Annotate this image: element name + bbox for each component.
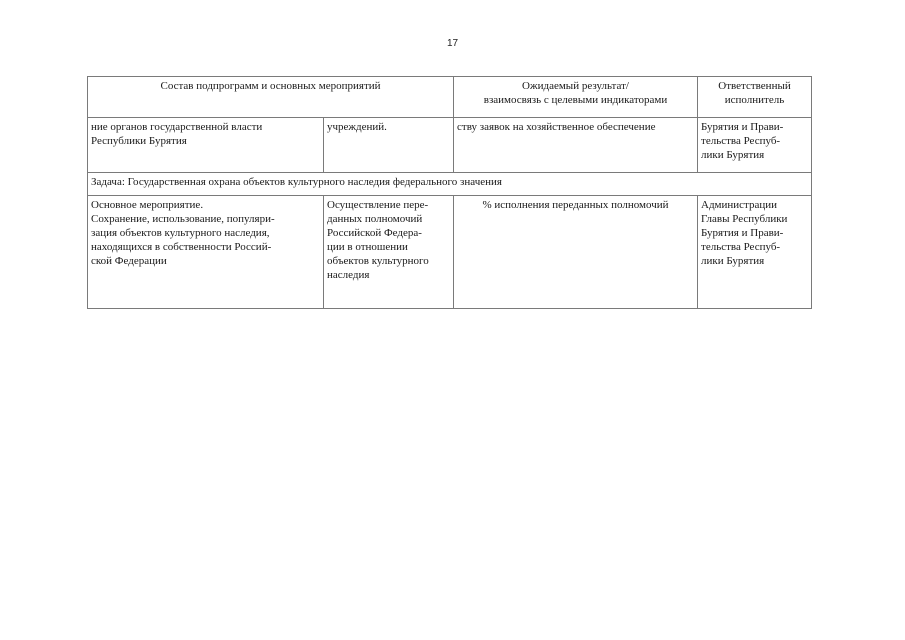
cell-text-line: Главы Республики	[701, 213, 788, 225]
cell-text-line: Осуществление пере-	[327, 199, 429, 211]
table-row-main-activity	[88, 196, 812, 309]
header-expected-result-line1: Ожидаемый результат/	[522, 80, 629, 92]
cell-text-line: зация объектов культурного наследия,	[91, 227, 270, 239]
cell-task	[88, 173, 812, 196]
cell-text-line: Бурятия и Прави-	[701, 227, 784, 239]
cell-text-line: ции в отношении	[327, 241, 408, 253]
cell-main-result	[454, 196, 698, 309]
program-table	[87, 76, 812, 309]
cell-continuation-responsible	[698, 118, 812, 173]
cell-text-line: объектов культурного	[327, 255, 429, 267]
cell-text-line: Основное мероприятие.	[91, 199, 204, 211]
cell-main-measure	[324, 196, 454, 309]
header-responsible	[698, 77, 812, 118]
header-responsible-line2: исполнитель	[724, 94, 785, 106]
header-composition	[88, 77, 454, 118]
cell-text-line: Сохранение, использование, популяри-	[91, 213, 275, 225]
cell-main-composition	[88, 196, 324, 309]
header-responsible-line1: Ответственный	[718, 80, 791, 92]
cell-text-line: ние органов государственной власти	[91, 121, 263, 133]
cell-text-line: тельства Респуб-	[701, 241, 781, 253]
page-number: 17	[446, 38, 459, 49]
cell-text-line: находящихся в собственности Россий-	[91, 241, 272, 253]
header-expected-result-line2: взаимосвязь с целевыми индикаторами	[483, 94, 668, 106]
cell-text: ству заявок на хозяйственное обеспечение	[457, 121, 656, 133]
header-expected-result	[454, 77, 698, 118]
header-composition-text: Состав подпрограмм и основных мероприятий	[160, 80, 381, 92]
cell-text: учреждений.	[327, 121, 387, 133]
cell-continuation-composition	[88, 118, 324, 173]
table-header-row	[88, 77, 812, 118]
cell-text-line: Администрации	[701, 199, 778, 211]
cell-main-responsible	[698, 196, 812, 309]
cell-text-line: лики Бурятия	[701, 149, 765, 161]
cell-text-line: данных полномочий	[327, 213, 423, 225]
task-text: Задача: Государственная охрана объектов культурного наследия федерального значения	[91, 176, 502, 188]
cell-text-line: ской Федерации	[91, 255, 167, 267]
table-row-continuation	[88, 118, 812, 173]
cell-text-line: Российской Федера-	[327, 227, 422, 239]
cell-text-line: лики Бурятия	[701, 255, 765, 267]
cell-text-line: Республики Бурятия	[91, 135, 187, 147]
table-row-task	[88, 173, 812, 196]
cell-text-line: наследия	[327, 269, 370, 281]
cell-text-line: Бурятия и Прави-	[701, 121, 784, 133]
cell-continuation-measure	[324, 118, 454, 173]
cell-text: % исполнения переданных полномочий	[482, 199, 669, 211]
cell-continuation-result	[454, 118, 698, 173]
cell-text-line: тельства Респуб-	[701, 135, 781, 147]
